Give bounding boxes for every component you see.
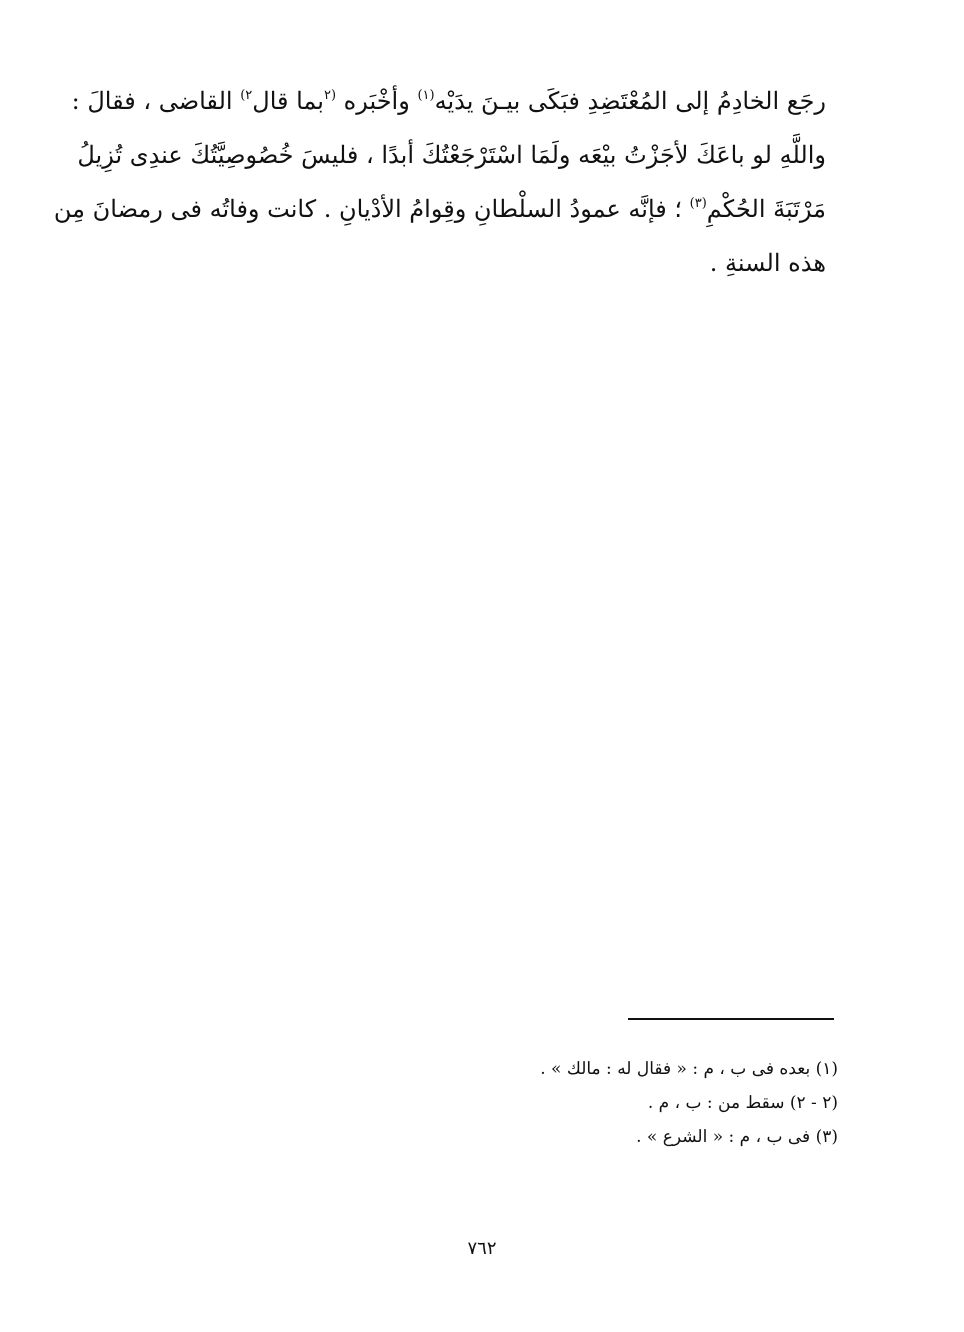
footnote-2: (٢ - ٢) سقط من : ب ، م . [647,1093,838,1113]
footnote-marker-2-open: (٢ [323,88,337,103]
text-line-4 [108,236,826,290]
text-segment: واللَّهِ لو باعَكَ لأجَزْتُ بيْعَه ولَمَا اسْتَرْجَعْتُكَ أبدًا ، فليسَ خُصُوصِيَّتُكَ عندِى تُزِيلُ [77,141,826,169]
text-segment: رجَع الخادِمُ إلى المُعْتَضِدِ فبَكَى بيـنَ يدَيْه [434,87,826,115]
text-line-1 [71,74,826,128]
text-line-2 [77,128,826,182]
main-text [53,74,826,290]
page-number: ٧٦٢ [467,1238,497,1259]
footnote-1: (١) بعده فى ب ، م : « فقال له : مالك » . [540,1059,838,1079]
footnote-divider [628,1018,834,1020]
footnote-marker-2-close: ٢) [240,88,253,103]
text-segment: القاضى ، فقالَ : [71,87,241,115]
text-segment: وأخْبَره [336,87,418,115]
footnotes [418,1052,838,1154]
footnote-marker-3: (٣) [689,196,707,211]
text-segment: ؛ فإنَّه عمودُ السلْطانِ وقِوامُ الأدْيانِ . كانت وفاتُه فى رمضانَ مِن [53,195,690,223]
text-segment: بما قال [252,87,324,115]
text-segment: مَرْتَبَةَ الحُكْمِ [706,195,826,223]
text-line-3 [53,182,826,236]
footnote-3: (٣) فى ب ، م : « الشرع » . [636,1127,838,1147]
text-segment: هذه السنةِ . [709,249,826,277]
footnote-marker-1: (١) [417,88,435,103]
